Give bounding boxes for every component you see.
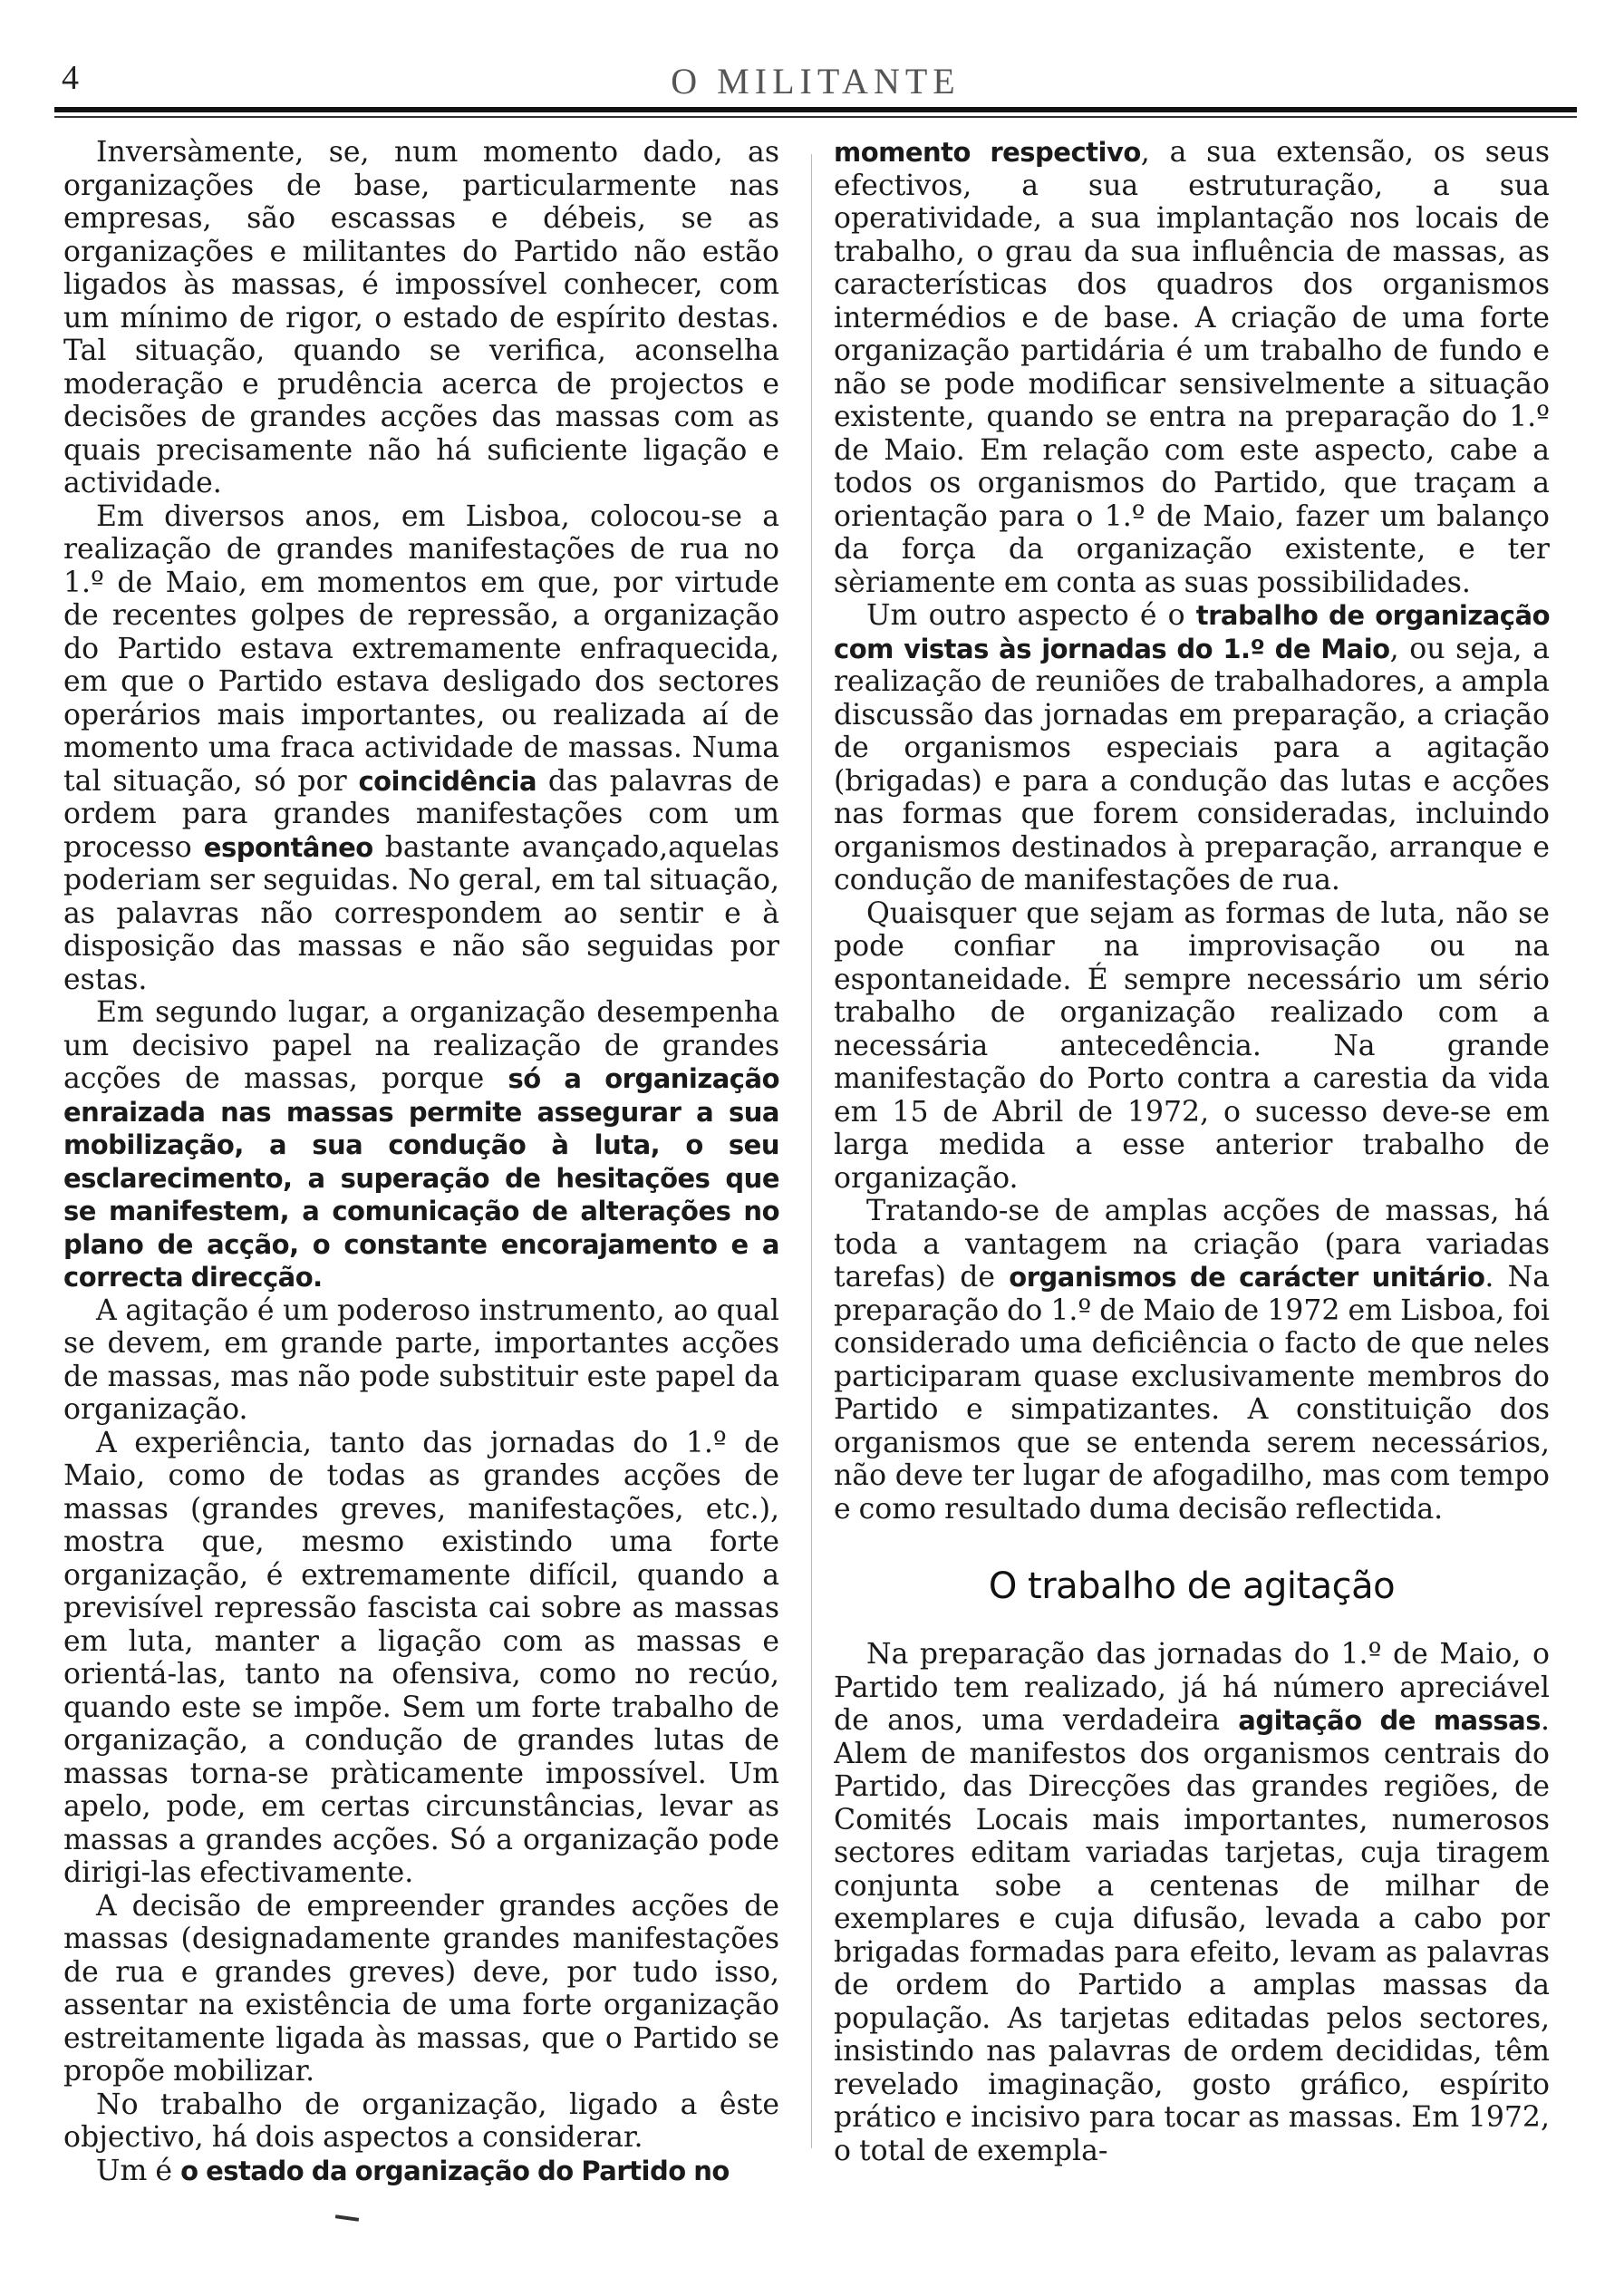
- text-run: A decisão de empreender grandes acções de massas (designadamente grandes manifestações de rua e grandes greves) deve, por tudo isso, assentar na existência de uma forte organização estreitamente ligada às massas, que o Partido se propõe mobilizar.: [63, 1889, 779, 2088]
- article-body: [54, 136, 1577, 2194]
- masthead-title: O MILITANTE: [671, 61, 961, 102]
- text-run: , a sua extensão, os seus efectivos, a sua estruturação, a sua operatividade, a sua implantação nos locais de trabalho, o grau da sua influência de massas, as características dos quadros dos organismos intermédios e de base. A criação de uma forte organização partidária é um trabalho de fundo e não se pode modificar sensivelmente a situação existente, quando se entra na preparação do 1.º de Maio. Em relação com este aspecto, cabe a todos os organismos do Partido, que traçam a orientação para o 1.º de Maio, fazer um balanço da força da organização existente, e ter sèriamente em conta as suas possibilidades.: [834, 136, 1550, 599]
- bold-text: agitação de massas: [1238, 1705, 1541, 1736]
- text-run: Em diversos anos, em Lisboa, colocou-se a realização de grandes manifestações de rua no 1.º de Maio, em momentos em que, por virtude de recentes golpes de repressão, a organização do Partido estava extremamente enfraquecida, em que o Partido estava desligado dos sectores operários mais importantes, ou realizada aí de momento uma fraca actividade de massas. Numa tal situação, só por: [63, 499, 779, 798]
- text-run: Em segundo lugar, a organização desempenha um decisivo papel na realização de grandes acções de massas, porque: [63, 996, 779, 1095]
- bold-text: momento respectivo: [834, 137, 1141, 168]
- paragraph: [63, 500, 779, 997]
- right-column: [834, 136, 1550, 2194]
- paragraph: [63, 136, 779, 500]
- text-run: A experiência, tanto das jornadas do 1.º de Maio, como de todas as grandes acções de massas (grandes greves, manifestações, etc.), mostra que, mesmo existindo uma forte organização, é extremamente difícil, quando a previsível repressão fascista cai sobre as massas em luta, manter a ligação com as massas e orientá-las, tanto na ofensiva, como no recúo, quando este se impõe. Sem um forte trabalho de organização, a condução de grandes lutas de massas torna-se pràticamente impossível. Um apelo, pode, em certas circunstâncias, levar as massas a grandes acções. Só a organização pode dirigi-las efectivamente.: [63, 1426, 779, 1889]
- text-run: Tratando-se de amplas acções de massas, há toda a vantagem na criação (para variadas tarefas) de: [834, 1195, 1550, 1294]
- paragraph: [63, 1890, 779, 2088]
- text-run: . Na preparação do 1.º de Maio de 1972 em Lisboa, foi considerado uma deficiência o facto de que neles participaram quase exclusivamente membros do Partido e simpatizantes. A constituição dos organismos que se entenda serem necessários, não deve ter lugar de afogadilho, mas com tempo e como resultado duma decisão reflectida.: [834, 1261, 1550, 1526]
- column-gutter: [811, 154, 812, 2148]
- text-run: No trabalho de organização, ligado a êste objectivo, há dois aspectos a considerar.: [63, 2088, 779, 2154]
- text-run: Na preparação das jornadas do 1.º de Maio, o Partido tem realizado, já há número apreciável de anos, uma verdadeira: [834, 1638, 1550, 1737]
- paragraph: [834, 1195, 1550, 1526]
- page-number: 4: [62, 59, 79, 97]
- bold-text: o estado da organização do Partido no: [180, 2155, 730, 2186]
- left-column: [63, 136, 779, 2194]
- print-mark: [335, 2214, 359, 2222]
- paragraph: [834, 1638, 1550, 2167]
- header-rule-thin: [54, 116, 1577, 118]
- bold-text: organismos de carácter unitário: [1009, 1262, 1485, 1293]
- text-run: Um outro aspecto é o: [866, 599, 1196, 632]
- header-rule: [54, 107, 1577, 112]
- right-column-agitation-paragraphs: [834, 1638, 1550, 2167]
- bold-text: só a organização enraizada nas massas permite assegurar a sua mobilização, a sua condução à luta, o seu esclarecimento, a superação de hesitações que se manifestem, a comunicação de alterações no plano de acção, o constante encorajamento e a correcta direcção.: [63, 1063, 779, 1293]
- page-header: [54, 36, 1577, 118]
- paragraph: [63, 996, 779, 1294]
- paragraph: [834, 599, 1550, 897]
- text-run: Inversàmente, se, num momento dado, as organizações de base, particularmente nas empresas, são escassas e débeis, se as organizações e militantes do Partido não estão ligados às massas, é impossível conhecer, com um mínimo de rigor, o estado de espírito destas. Tal situação, quando se verifica, aconselha moderação e prudência acerca de projectos e decisões de grandes acções das massas com as quais precisamente não há suficiente ligação e actividade.: [63, 136, 779, 499]
- text-run: Quaisquer que sejam as formas de luta, não se pode confiar na improvisação ou na espontaneidade. É sempre necessário um sério trabalho de organização realizado com a necessária antecedência. Na grande manifestação do Porto contra a carestia da vida em 15 de Abril de 1972, o sucesso deve-se em larga medida a esse anterior trabalho de organização.: [834, 896, 1550, 1195]
- paragraph: [834, 897, 1550, 1196]
- bold-text: espontâneo: [203, 831, 373, 863]
- text-run: A agitação é um poderoso instrumento, ao qual se devem, em grande parte, importantes acções de massas, mas não pode substituir este papel da organização.: [63, 1294, 779, 1426]
- text-run: , ou seja, a realização de reuniões de trabalhadores, a ampla discussão das jornadas em preparação, a criação de organismos especiais para a agitação (brigadas) e para a condução das lutas e acções nas formas que forem consideradas, incluindo organismos destinados à preparação, arranque e condução de manifestações de rua.: [834, 632, 1550, 896]
- paragraph: [63, 2088, 779, 2155]
- paragraph: [63, 1294, 779, 1427]
- text-run: Um é: [96, 2154, 181, 2187]
- bold-text: trabalho de organização com vistas às jornadas do 1.º de Maio: [834, 600, 1550, 664]
- bold-text: coincidência: [358, 765, 537, 797]
- paragraph: [834, 136, 1550, 599]
- paragraph: [63, 1427, 779, 1890]
- text-run: bastante avançado,aquelas poderiam ser seguidas. No geral, em tal situação, as palavras não correspondem ao sentir e à disposição das massas e não são seguidas por estas.: [63, 830, 779, 996]
- text-run: . Alem de manifestos dos organismos centrais do Partido, das Direcções das grandes regiões, de Comités Locais mais importantes, numerosos sectores editam variadas tarjetas, cuja tiragem conjunta sobe a centenas de milhar de exemplares e cuja difusão, levada a cabo por brigadas formadas para efeito, levam as palavras de ordem do Partido a amplas massas da população. As tarjetas editadas pelos sectores, insistindo nas palavras de ordem decididas, têm revelado imaginação, gosto gráfico, espírito prático e incisivo para tocar as massas. Em 1972, o total de exempla-: [834, 1704, 1550, 2167]
- section-heading: O trabalho de agitação: [988, 1565, 1396, 1607]
- text-run: das palavras de ordem para grandes manifestações com um processo: [63, 764, 779, 864]
- paragraph: [63, 2155, 779, 2188]
- right-column-paragraphs: [834, 136, 1550, 1526]
